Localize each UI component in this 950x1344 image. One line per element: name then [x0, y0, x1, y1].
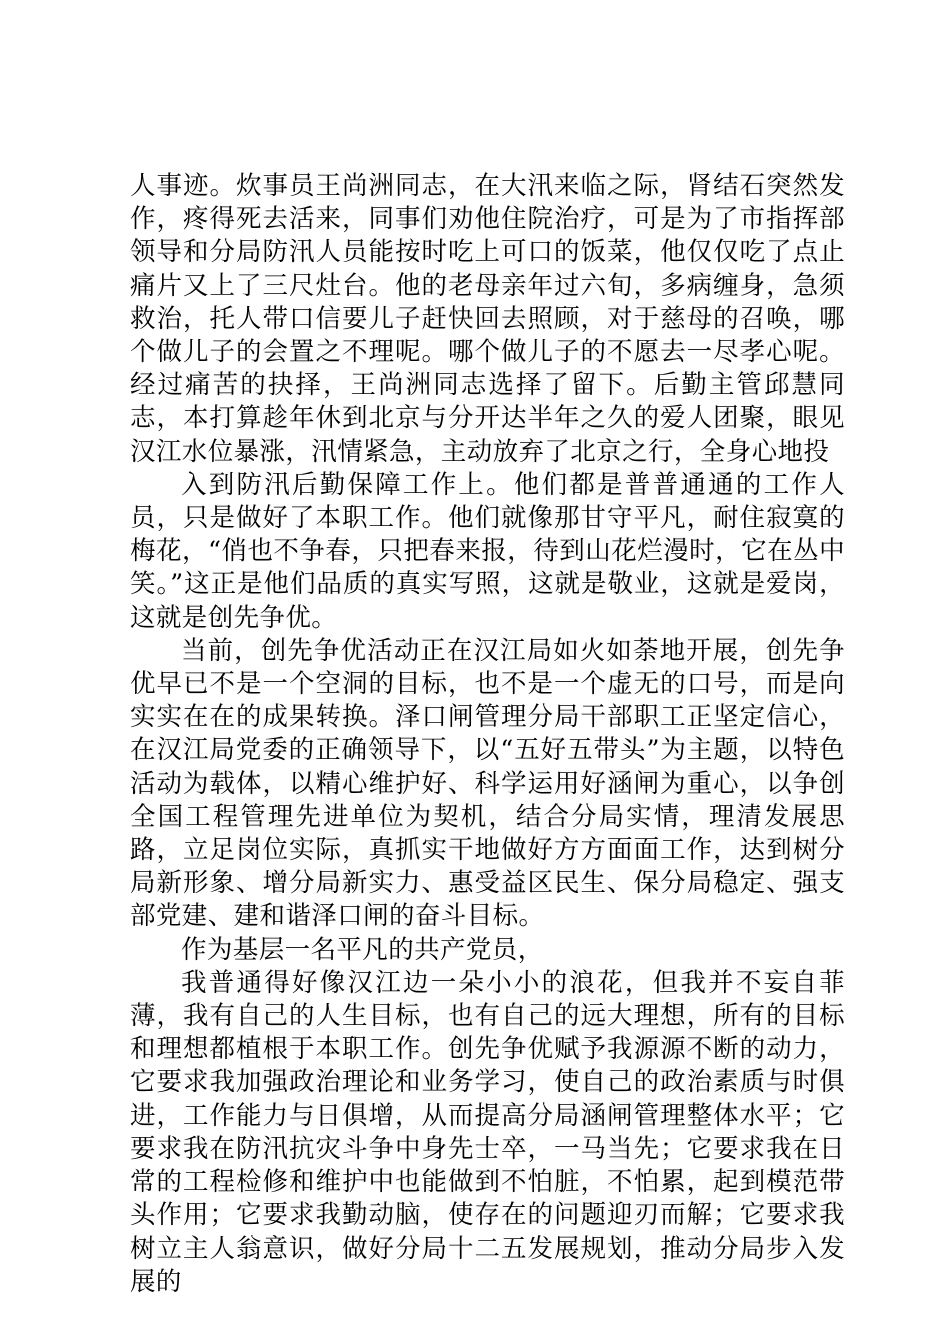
- paragraph-3: 当前，创先争优活动正在汉江局如火如荼地开展，创先争优早已不是一个空洞的目标，也不是一个虚无的口号，而是向实实在在的成果转换。泽口闸管理分局干部职工正坚定信心，在汉江局党委的正确领导下，以“五好五带头”为主题，以特色活动为载体，以精心维护好、科学运用好涵闸为重心，以争创全国工程管理先进单位为契机，结合分局实情，理清发展思路，立足岗位实际，真抓实干地做好方方面面工作，达到树分局新形象、增分局新实力、惠受益区民生、保分局稳定、强支部党建、建和谐泽口闸的奋斗目标。: [130, 635, 845, 932]
- document-body: [130, 170, 845, 1299]
- paragraph-4: 作为基层一名平凡的共产党员，: [181, 934, 544, 965]
- paragraph-1: 人事迹。炊事员王尚洲同志，在大汛来临之际，肾结石突然发作，疼得死去活来，同事们劝他住院治疗，可是为了市指挥部领导和分局防汛人员能按时吃上可口的饭菜，他仅仅吃了点止痛片又上了三尺灶台。他的老母亲年过六旬，多病缠身，急须救治，托人带口信要儿子赶快回去照顾，对于慈母的召唤，哪个做儿子的会置之不理呢。哪个做儿子的不愿去一尽孝心呢。经过痛苦的抉择，王尚洲同志选择了留下。后勤主管邱慧同志，本打算趁年休到北京与分开达半年之久的爱人团聚，眼见汉江水位暴涨，汛情紧急，主动放弃了北京之行，全身心地投: [130, 171, 845, 467]
- paragraph-2: 入到防汛后勤保障工作上。他们都是普普通通的工作人员，只是做好了本职工作。他们就像那甘守平凡，耐住寂寞的梅花，“俏也不争春，只把春来报，待到山花烂漫时，它在丛中笑。”这正是他们品质的真实写照，这就是敬业，这就是爱岗，这就是创先争优。: [130, 469, 845, 633]
- paragraph-5: 我普通得好像汉江边一朵小小的浪花，但我并不妄自菲薄，我有自己的人生目标，也有自己的远大理想，所有的目标和理想都植根于本职工作。创先争优赋予我源源不断的动力，它要求我加强政治理论和业务学习，使自己的政治素质与时俱进，工作能力与日俱增，从而提高分局涵闸管理整体水平；它要求我在防汛抗灾斗争中身先士卒，一马当先；它要求我在日常的工程检修和维护中也能做到不怕脏，不怕累，起到模范带头作用；它要求我勤动脑，使存在的问题迎刃而解；它要求我树立主人翁意识，做好分局十二五发展规划，推动分局步入发展的: [130, 967, 845, 1297]
